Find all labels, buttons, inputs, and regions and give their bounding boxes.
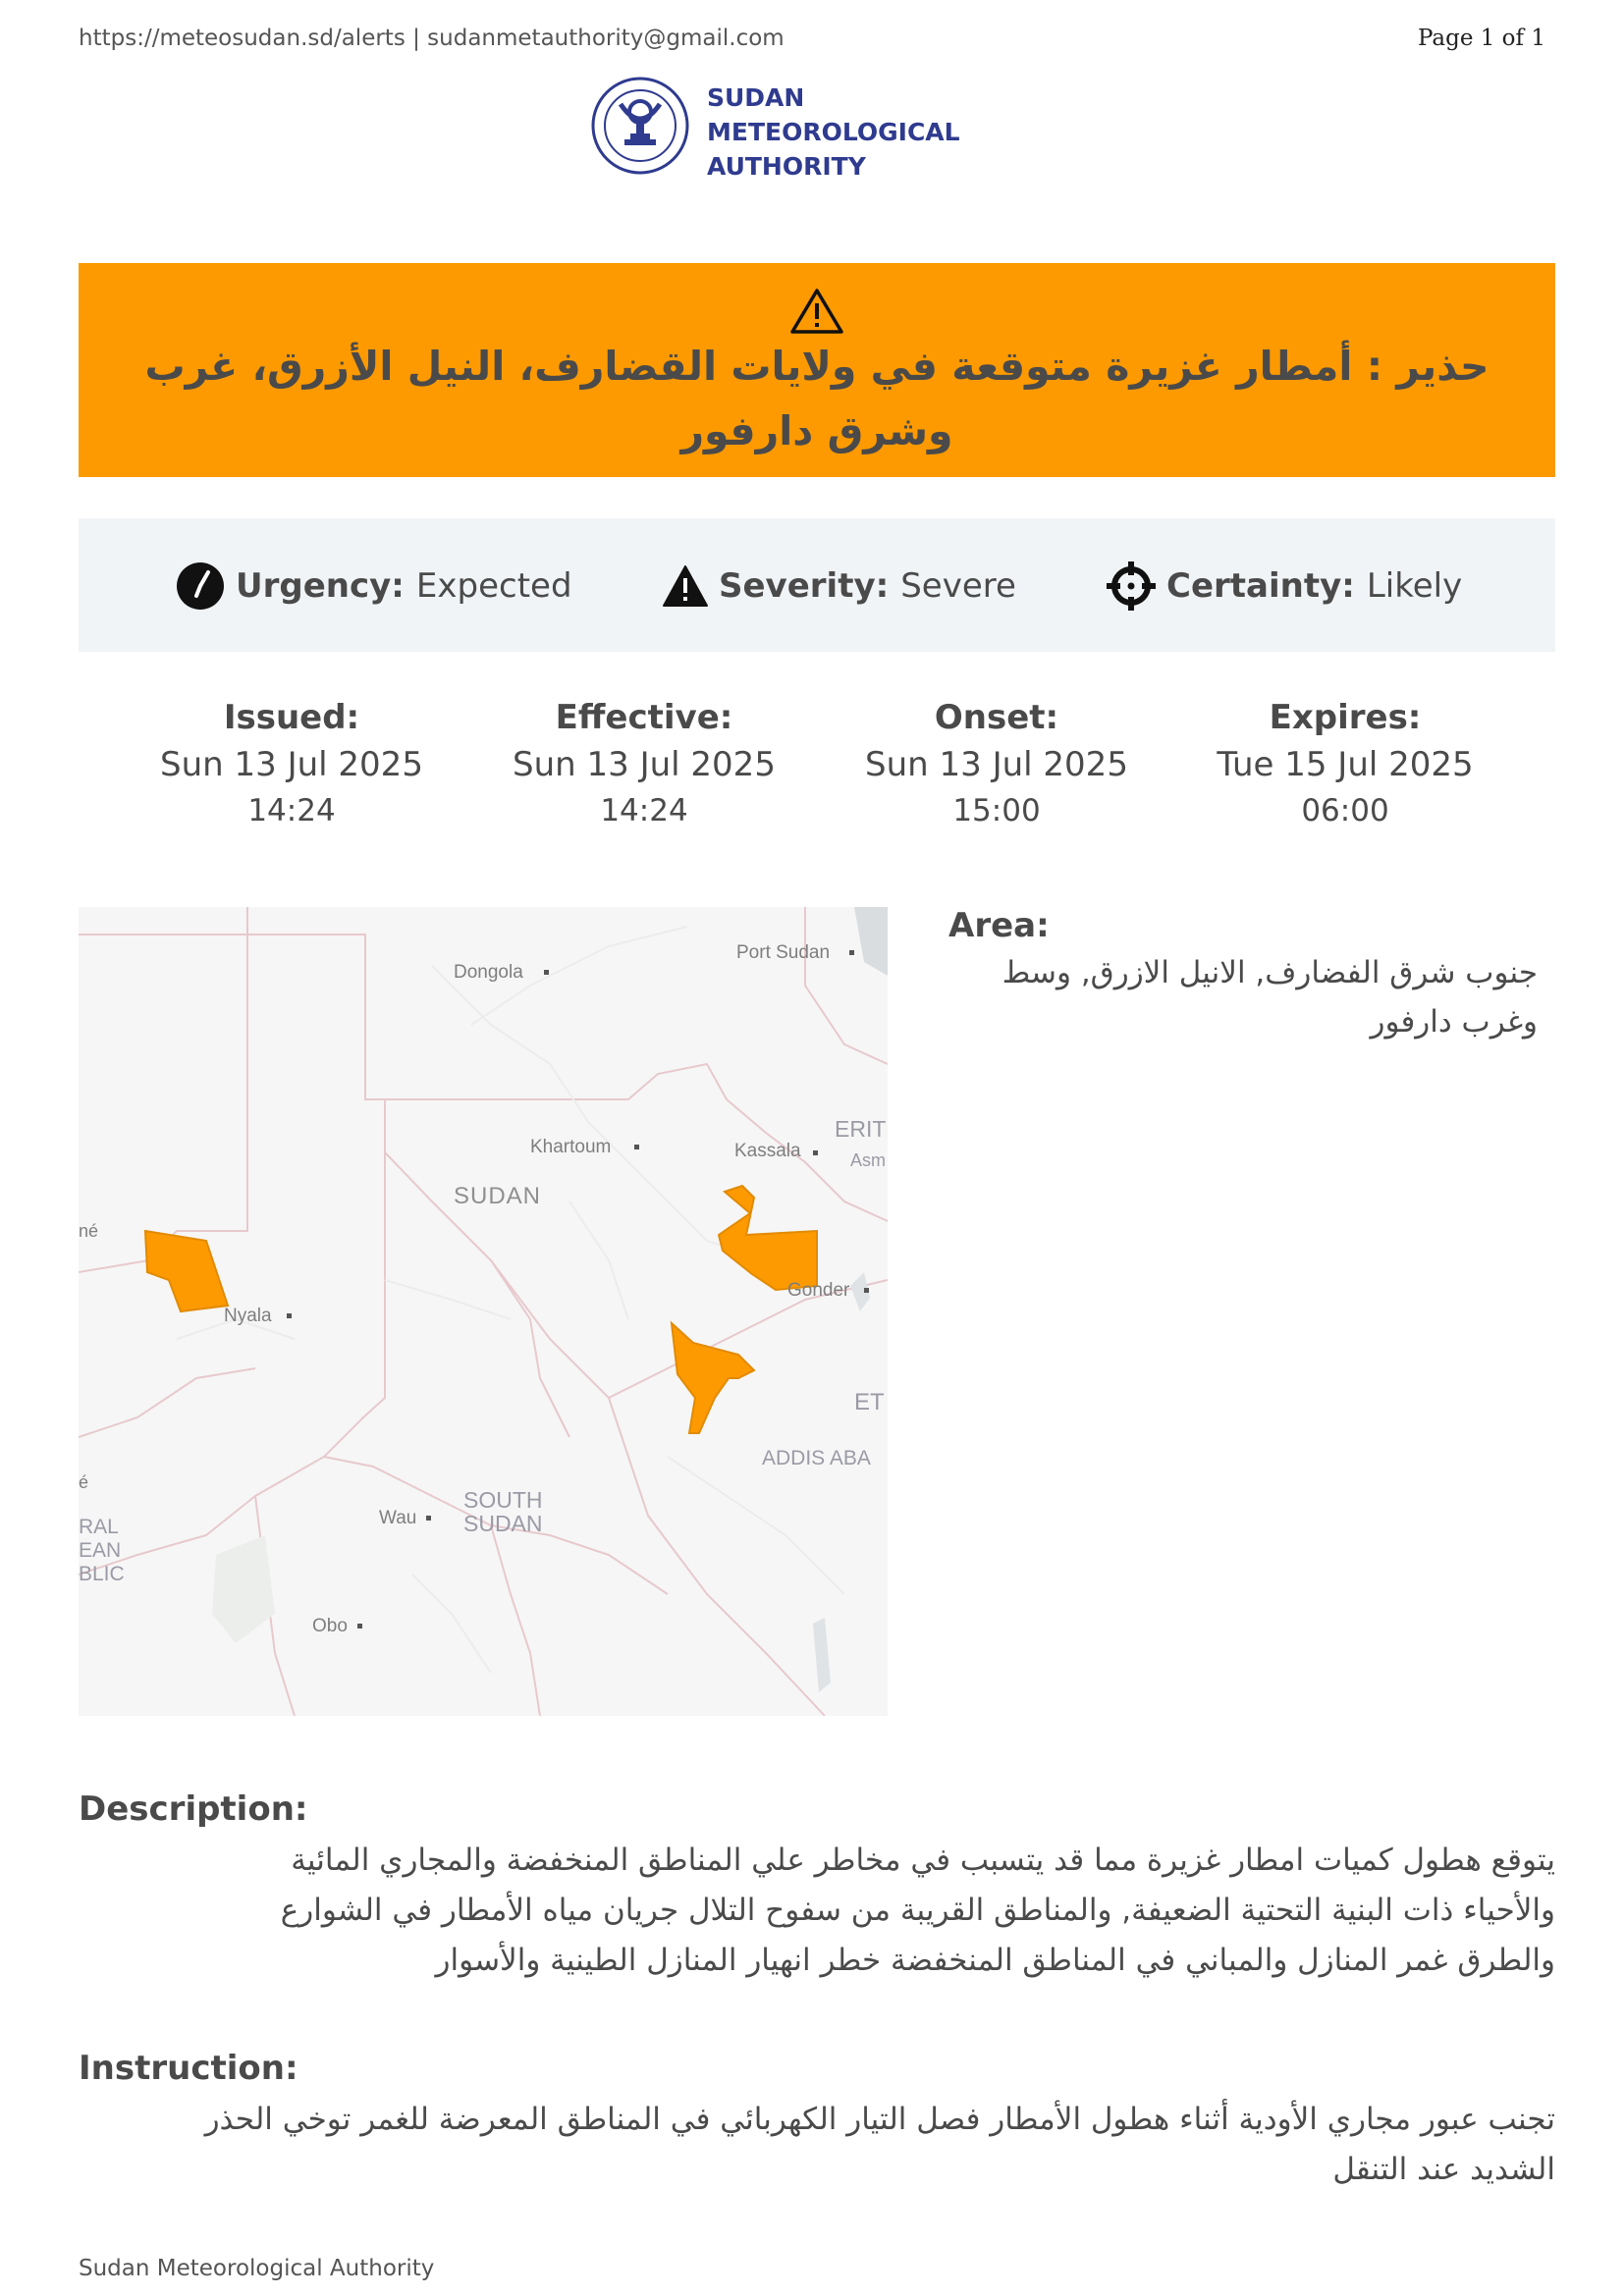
instruction-label: Instruction: (79, 2049, 298, 2088)
description-section (79, 1787, 1555, 1986)
map-label-erit: ERIT (835, 1116, 887, 1142)
warning-icon (662, 564, 709, 608)
instruction-line-1: تجنب عبور مجاري الأودية أثناء هطول الأمطار فصل التيار الكهربائي في المناطق المعرضة للغمر توخي الحذر (204, 2102, 1555, 2137)
urgency-label: Urgency: (236, 566, 405, 606)
certainty-item (1106, 561, 1462, 611)
issued-date: Sun 13 Jul 2025 (160, 745, 423, 784)
map-label-wau: Wau (379, 1508, 417, 1528)
map-label-ral: RAL (79, 1516, 119, 1538)
sma-logo (589, 75, 960, 183)
area-section (948, 903, 1538, 1046)
effective-date: Sun 13 Jul 2025 (513, 745, 776, 784)
onset-time: 15:00 (952, 793, 1041, 828)
logo-text (707, 80, 960, 184)
alert-title: حذير : أمطار غزيرة متوقعة في ولايات القضارف، النيل الأزرق، غرب وشرق دارفور (144, 343, 1489, 454)
map-label-kassala: Kassala (734, 1141, 801, 1161)
clock-icon (175, 561, 226, 612)
alert-dates (79, 695, 1555, 842)
instruction-section (79, 2046, 1555, 2195)
map-label-e: é (79, 1472, 89, 1492)
map-label-port-sudan: Port Sudan (736, 942, 831, 963)
description-line-2: والأحياء ذات البنية التحتية الضعيفة, والمناطق القريبة من سفوح التلال جريان مياه الأمطار في الشوارع (280, 1893, 1555, 1928)
map-label-et: ET (854, 1389, 885, 1415)
onset-label: Onset: (934, 698, 1059, 737)
header-url-email[interactable]: https://meteosudan.sd/alerts | sudanmetauthority@gmail.com (79, 26, 785, 51)
map-label-ean: EAN (79, 1539, 122, 1562)
map-label-blic: BLIC (79, 1563, 125, 1585)
instruction-line-2: الشديد عند التنقل (1332, 2152, 1555, 2187)
map-label-ne: né (79, 1221, 99, 1241)
page-number: Page 1 of 1 (1417, 26, 1545, 51)
logo-line-3: AUTHORITY (707, 152, 866, 181)
expires-date: Tue 15 Jul 2025 (1217, 745, 1474, 784)
description-line-1: يتوقع هطول كميات امطار غزيرة مما قد يتسبب في مخاطر علي المناطق المنخفضة والمجاري المائية (291, 1842, 1555, 1878)
crosshair-icon (1106, 561, 1157, 612)
effective-column (482, 695, 806, 832)
map-label-nyala: Nyala (224, 1306, 272, 1326)
expires-column (1183, 695, 1507, 832)
area-label: Area: (948, 906, 1050, 945)
severity-value: Severe (900, 566, 1016, 606)
severity-label: Severity: (719, 566, 890, 606)
description-line-3: والطرق غمر المنازل والمباني في المناطق المنخفضة خطر انهيار المنازل الطينية والأسوار (435, 1943, 1555, 1978)
expires-time: 06:00 (1301, 793, 1389, 828)
severity-item (662, 561, 1016, 611)
page-footer: Sudan Meteorological Authority (79, 2256, 435, 2281)
page-header (79, 26, 1545, 55)
urgency-item (175, 561, 572, 611)
expires-label: Expires: (1269, 698, 1422, 737)
urgency-value: Expected (415, 566, 572, 606)
area-text: جنوب شرق الفضارف, الانيل الازرق, وسط وغرب دارفور (1001, 955, 1538, 1040)
map-label-dongola: Dongola (454, 962, 523, 983)
logo-line-2: METEOROLOGICAL (707, 118, 960, 146)
map-label-south-sudan: SUDAN (463, 1511, 543, 1536)
effective-time: 14:24 (600, 793, 688, 828)
certainty-label: Certainty: (1166, 566, 1355, 606)
alert-meta-bar (79, 518, 1555, 652)
issued-label: Issued: (223, 698, 360, 737)
onset-date: Sun 13 Jul 2025 (865, 745, 1128, 784)
alert-map[interactable] (79, 907, 888, 1716)
description-label: Description: (79, 1789, 308, 1829)
alert-banner (79, 263, 1555, 477)
warning-triangle-icon (789, 287, 844, 336)
onset-column (835, 695, 1159, 832)
map-label-gonder: Gonder (787, 1280, 850, 1301)
instruction-text (79, 2095, 1555, 2195)
map-label-addis: ADDIS ABA (762, 1447, 871, 1469)
description-text (79, 1836, 1555, 1986)
map-label-khartoum: Khartoum (530, 1137, 612, 1157)
certainty-value: Likely (1366, 566, 1463, 606)
emblem-icon (589, 75, 691, 177)
logo-line-1: SUDAN (707, 83, 805, 112)
issued-time: 14:24 (247, 793, 336, 828)
map-canvas (79, 907, 888, 1716)
issued-column (130, 695, 454, 832)
map-label-asm: Asm (850, 1150, 886, 1170)
map-label-obo: Obo (312, 1616, 348, 1636)
map-label-south: SOUTH (463, 1487, 543, 1513)
map-label-sudan: SUDAN (454, 1183, 542, 1209)
effective-label: Effective: (555, 698, 733, 737)
